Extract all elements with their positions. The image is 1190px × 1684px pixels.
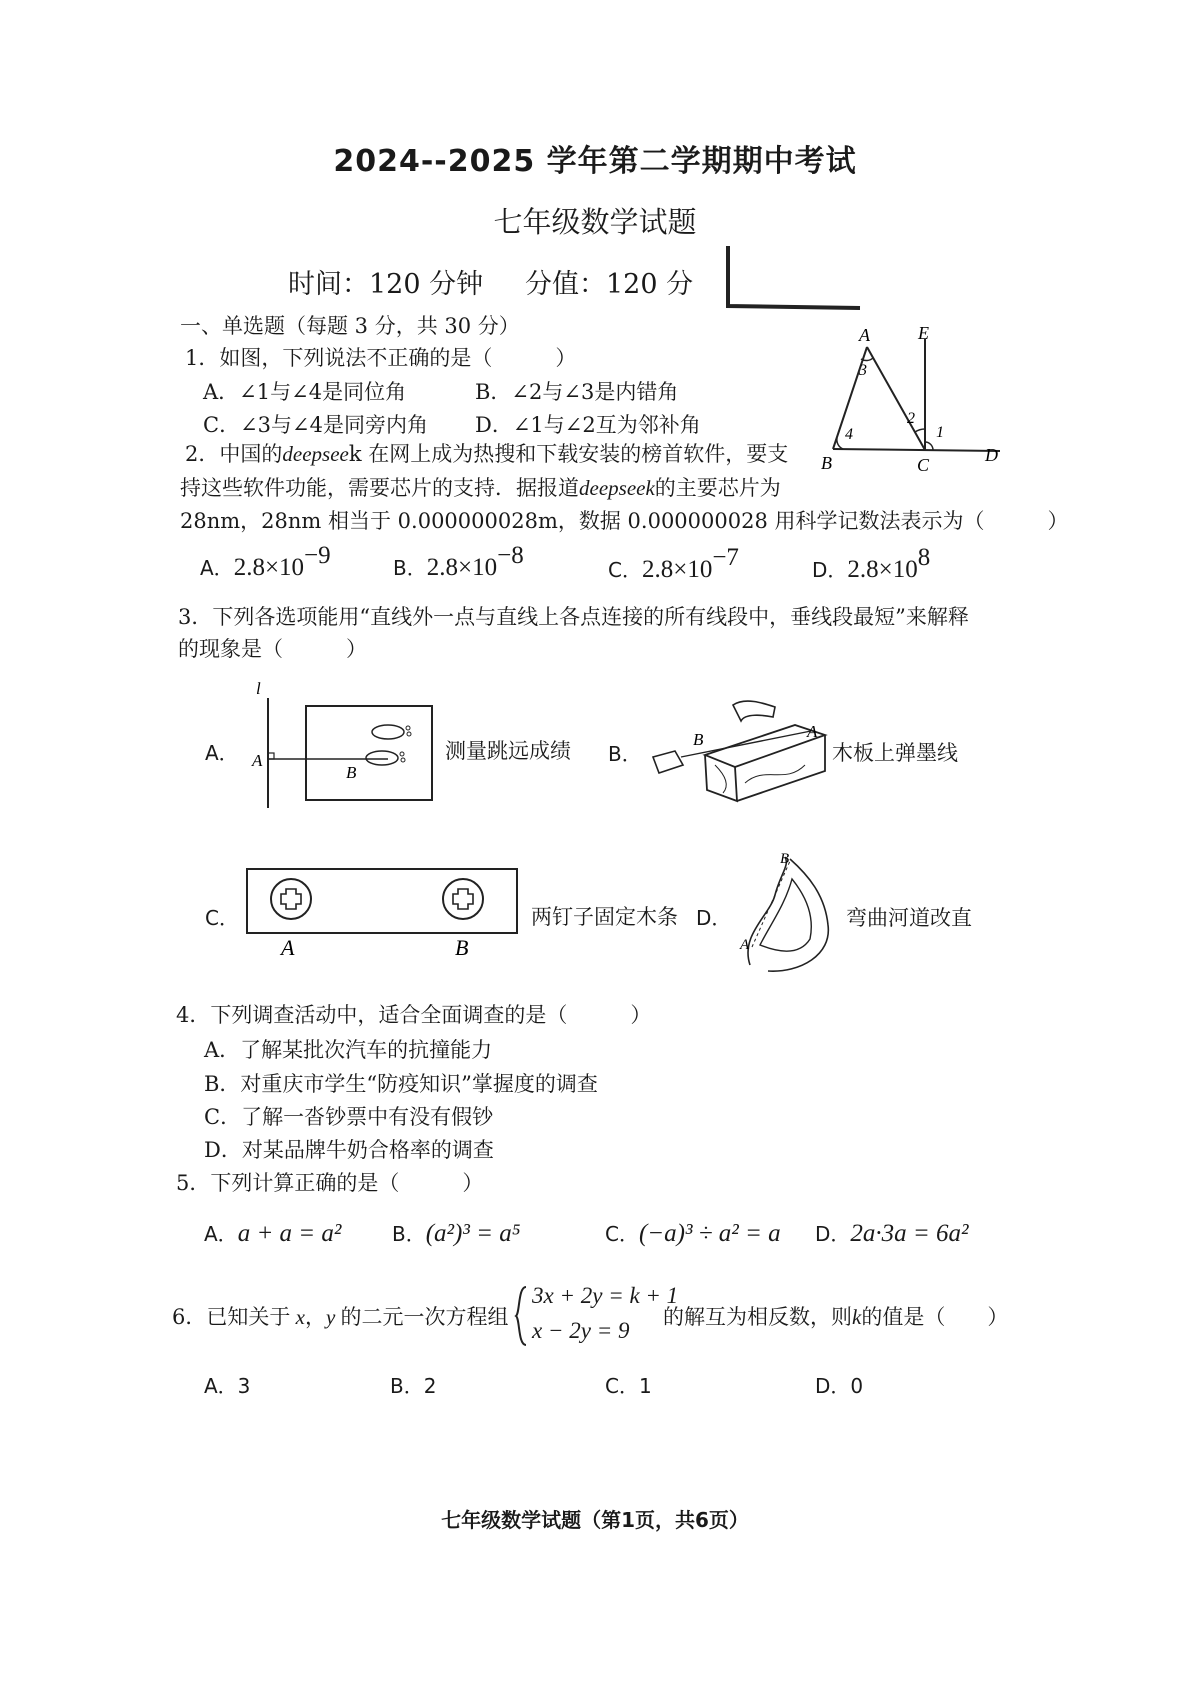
fig1-label-C: C: [917, 455, 930, 475]
fig1-label-1: 1: [936, 424, 944, 441]
q3-option-b-board-figure: [645, 695, 830, 805]
q1-option-b: B．∠2与∠3是内错角: [475, 380, 679, 404]
q2-option-c: C．$2.8\times 10^{-7}$: [608, 544, 739, 583]
q6-option-a: A．3: [204, 1374, 251, 1398]
q2-line1: 2．中国的deepseek 在网上成为热搜和下载安装的榜首软件，要支: [185, 442, 789, 466]
q3-option-d-caption: 弯曲河道改直: [846, 906, 972, 930]
fig1-label-4: 4: [845, 426, 853, 443]
q3-fig-a-label-B: B: [346, 763, 357, 782]
q4-stem: 4．下列调查活动中，适合全面调查的是（ ）: [176, 1003, 652, 1027]
fig1-label-D: D: [985, 445, 998, 465]
scan-corner-mark: [720, 244, 870, 314]
q6-stem-part1: 6．已知关于 x，y 的二元一次方程组: [172, 1305, 509, 1329]
q4-option-d: D．对某品牌牛奶合格率的调查: [204, 1138, 494, 1162]
page-footer: 七年级数学试题（第1页，共6页）: [441, 1508, 749, 1532]
q6-option-c: C．1: [605, 1374, 652, 1398]
q4-option-c: C．了解一沓钞票中有没有假钞: [204, 1105, 494, 1129]
q5-option-c: C．(−a)³ ÷ a² = a: [605, 1220, 781, 1247]
q3-fig-c-label-A: A: [281, 935, 295, 960]
q4-option-b: B．对重庆市学生“防疫知识”掌握度的调查: [204, 1072, 598, 1096]
q1-stem: 1．如图，下列说法不正确的是（ ）: [185, 346, 577, 370]
q3-option-a-label: A．: [205, 741, 239, 765]
q1-option-a: A．∠1与∠4是同位角: [203, 380, 407, 404]
q6-equation-1: 3x + 2y = k + 1: [532, 1283, 679, 1308]
q6-option-b: B．2: [390, 1374, 437, 1398]
q3-fig-b-label-A: A: [807, 722, 818, 741]
q3-option-c-caption: 两钉子固定木条: [531, 905, 678, 929]
q1-option-c: C．∠3与∠4是同旁内角: [203, 413, 428, 437]
q3-fig-d-label-A: A: [740, 937, 750, 953]
exam-subtitle: 七年级数学试题: [493, 205, 697, 239]
q3-fig-a-label-A: A: [252, 751, 263, 770]
q5-option-a: A．a + a = a²: [204, 1220, 342, 1247]
exam-title: 2024--2025 学年第二学期期中考试: [333, 144, 857, 179]
q3-option-a-caption: 测量跳远成绩: [445, 739, 571, 763]
q6-equation-brace: [514, 1285, 528, 1347]
section-heading: 一、单选题（每题 3 分，共 30 分）: [180, 314, 520, 338]
fig1-label-E: E: [918, 323, 929, 343]
exam-score: 分值：120 分: [525, 269, 694, 300]
fig1-label-B: B: [821, 453, 832, 473]
q2-option-b: B．$2.8\times 10^{-8}$: [393, 542, 524, 581]
q3-fig-d-label-B: B: [780, 851, 790, 867]
exam-time: 时间：120 分钟: [288, 269, 484, 300]
fig1-label-2: 2: [907, 410, 915, 427]
q3-option-c-label: C．: [205, 906, 239, 930]
q3-option-d-label: D．: [696, 906, 732, 930]
q2-line2: 持这些软件功能，需要芯片的支持．据报道deepseek的主要芯片为: [180, 476, 781, 500]
q3-line1: 3．下列各选项能用“直线外一点与直线上各点连接的所有线段中，垂线段最短”来解释: [178, 605, 969, 629]
fig1-label-A: A: [859, 325, 870, 345]
q5-option-b: B．(a²)³ = a⁵: [392, 1220, 521, 1247]
q3-fig-b-label-B: B: [693, 730, 704, 749]
q6-stem-part2: 的解互为相反数，则k的值是（ ）: [663, 1305, 1009, 1329]
q3-option-b-label: B．: [608, 742, 642, 766]
q3-option-d-river-figure: [730, 845, 845, 980]
q6-equation-2: x − 2y = 9: [532, 1318, 630, 1343]
q1-option-d: D．∠1与∠2互为邻补角: [475, 413, 701, 437]
q2-option-a: A．$2.8\times 10^{-9}$: [200, 542, 331, 581]
q3-option-b-caption: 木板上弹墨线: [832, 741, 958, 765]
q6-option-d: D．0: [815, 1374, 864, 1398]
q3-fig-c-label-B: B: [455, 935, 469, 960]
q2-option-d: D．$2.8\times 10^8$: [812, 544, 931, 583]
q3-option-c-nails-figure: [245, 865, 525, 960]
q5-option-d: D．2a·3a = 6a²: [815, 1220, 969, 1247]
q1-triangle-figure: [815, 325, 1015, 475]
q5-stem: 5．下列计算正确的是（ ）: [176, 1171, 484, 1195]
q4-option-a: A．了解某批次汽车的抗撞能力: [204, 1038, 493, 1062]
fig1-label-3: 3: [859, 362, 867, 379]
q3-fig-a-label-l: l: [256, 679, 261, 698]
q2-line3: 28nm，28nm 相当于 0.000000028m，数据 0.000000028 用科学记数法表示为（ ）: [180, 509, 1069, 533]
q3-line2: 的现象是（ ）: [178, 637, 367, 661]
q3-option-a-longjump-figure: [240, 680, 440, 810]
